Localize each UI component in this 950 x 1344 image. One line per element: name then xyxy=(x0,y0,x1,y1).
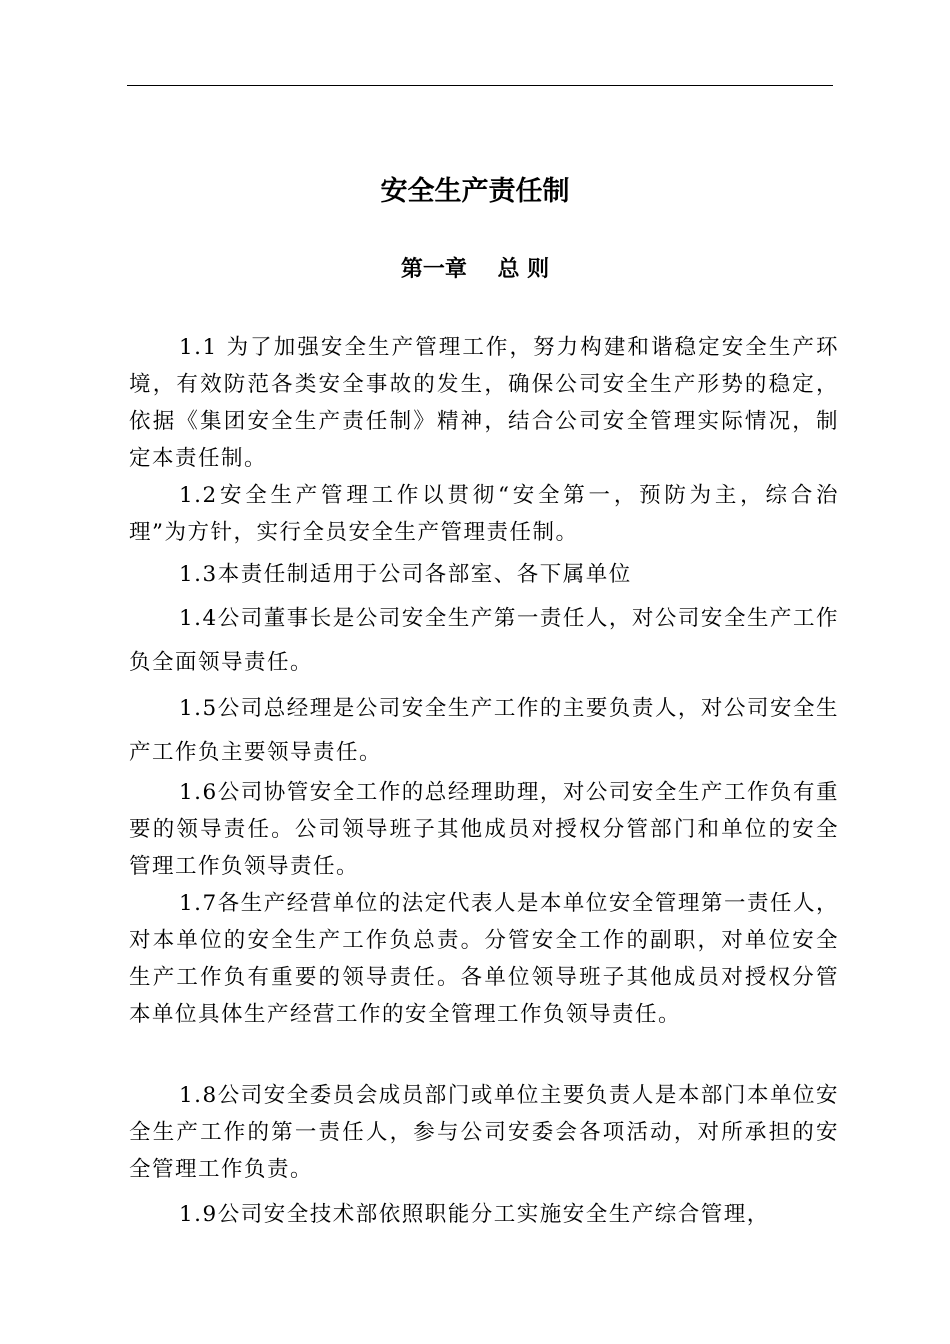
paragraph-1-5: 1.5公司总经理是公司安全生产工作的主要负责人，对公司安全生产工作负主要领导责任。 xyxy=(129,696,839,765)
paragraph-1-4: 1.4公司董事长是公司安全生产第一责任人，对公司安全生产工作负全面领导责任。 xyxy=(129,606,839,675)
paragraph-1-8: 1.8公司安全委员会成员部门或单位主要负责人是本部门本单位安全生产工作的第一责任人，参与公司安委会各项活动，对所承担的安全管理工作负责。 xyxy=(129,1083,839,1182)
paragraph-1-1: 1.1 为了加强安全生产管理工作，努力构建和谐稳定安全生产环境，有效防范各类安全事故的发生，确保公司安全生产形势的稳定，依据《集团安全生产责任制》精神，结合公司安全管理实际情况，制定本责任制。 xyxy=(129,335,839,471)
chapter-title: 第一章 总 则 xyxy=(400,257,550,282)
paragraph-1-3: 1.3本责任制适用于公司各部室、各下属单位 xyxy=(179,562,632,587)
paragraph-1-7: 1.7各生产经营单位的法定代表人是本单位安全管理第一责任人，对本单位的安全生产工作负总责。分管安全工作的副职，对单位安全生产工作负有重要的领导责任。各单位领导班子其他成员对授权分管本单位具体生产经营工作的安全管理工作负领导责任。 xyxy=(129,891,839,1027)
paragraph-1-6: 1.6公司协管安全工作的总经理助理，对公司安全生产工作负有重要的领导责任。公司领导班子其他成员对授权分管部门和单位的安全管理工作负领导责任。 xyxy=(129,780,839,879)
document-title: 安全生产责任制 xyxy=(380,176,570,207)
paragraph-1-9: 1.9公司安全技术部依照职能分工实施安全生产综合管理， xyxy=(179,1202,770,1227)
header-rule xyxy=(127,85,833,86)
paragraph-1-2: 1.2安全生产管理工作以贯彻“安全第一，预防为主，综合治理”为方针，实行全员安全生产管理责任制。 xyxy=(129,483,839,545)
